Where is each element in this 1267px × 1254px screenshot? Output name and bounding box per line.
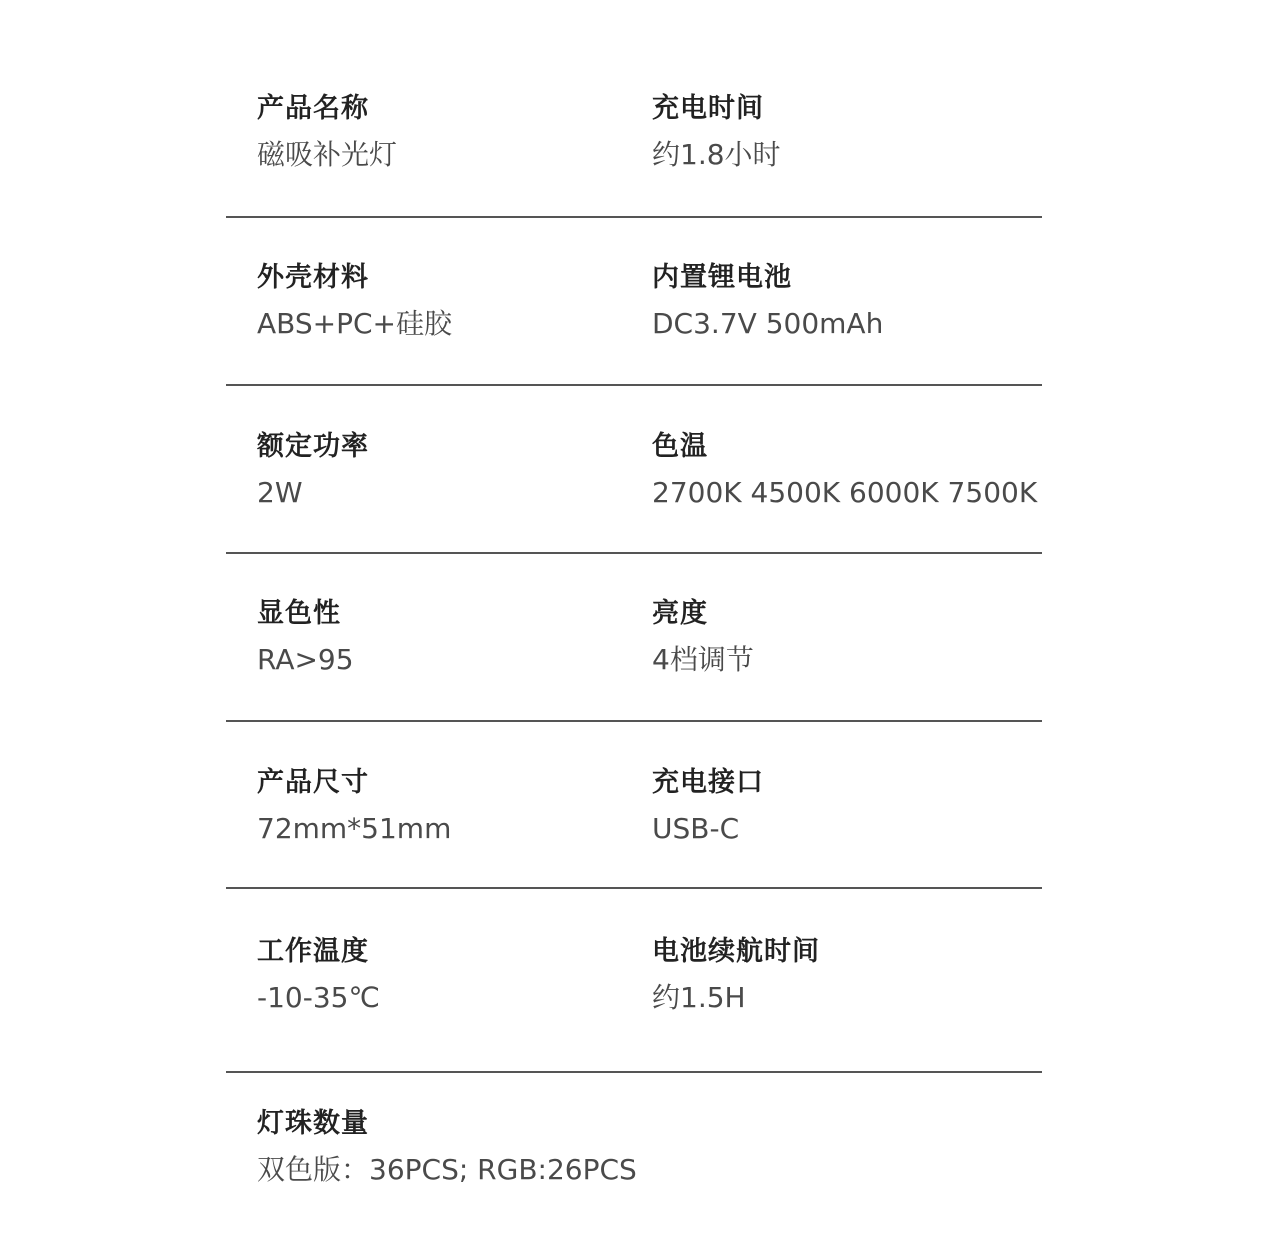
spec-value: USB-C (652, 812, 740, 845)
spec-value: 2W (257, 476, 303, 509)
spec-label: 工作温度 (257, 936, 369, 967)
spec-item-led-count (257, 1107, 637, 1187)
spec-item-color-temperature (652, 430, 1037, 510)
spec-label: 色温 (652, 431, 708, 462)
spec-label: 额定功率 (257, 431, 369, 462)
spec-value: -10-35℃ (257, 981, 380, 1014)
spec-value: RA>95 (257, 643, 354, 676)
row-divider (226, 720, 1042, 722)
spec-value: 约1.8小时 (652, 138, 781, 171)
spec-item-battery-life (652, 935, 820, 1015)
row-divider (226, 887, 1042, 889)
spec-label: 内置锂电池 (652, 262, 792, 293)
spec-label: 充电接口 (652, 767, 764, 798)
spec-item-charge-time (652, 92, 781, 172)
spec-label: 亮度 (652, 598, 708, 629)
spec-item-battery (652, 261, 883, 341)
row-divider (226, 384, 1042, 386)
spec-value: DC3.7V 500mAh (652, 307, 884, 340)
spec-value: 2700K 4500K 6000K 7500K (652, 476, 1038, 509)
spec-value: 4档调节 (652, 643, 754, 676)
row-divider (226, 216, 1042, 218)
spec-label: 灯珠数量 (257, 1108, 369, 1139)
row-divider (226, 1071, 1042, 1073)
spec-label: 显色性 (257, 598, 341, 629)
spec-label: 产品名称 (257, 93, 369, 124)
spec-item-brightness (652, 597, 754, 677)
spec-item-product-name (257, 92, 397, 172)
spec-item-charging-port (652, 766, 764, 846)
spec-item-product-size (257, 766, 451, 846)
spec-item-color-rendering (257, 597, 354, 677)
spec-value: 72mm*51mm (257, 812, 452, 845)
spec-value: 磁吸补光灯 (257, 138, 398, 171)
spec-label: 外壳材料 (257, 262, 369, 293)
row-divider (226, 552, 1042, 554)
spec-item-rated-power (257, 430, 369, 510)
spec-label: 充电时间 (652, 93, 764, 124)
spec-value: 双色版：36PCS; RGB:26PCS (257, 1153, 637, 1186)
spec-label: 电池续航时间 (652, 936, 820, 967)
spec-value: 约1.5H (652, 981, 746, 1014)
spec-item-operating-temperature (257, 935, 380, 1015)
spec-value: ABS+PC+硅胶 (257, 307, 453, 340)
spec-label: 产品尺寸 (257, 767, 369, 798)
spec-item-shell-material (257, 261, 452, 341)
